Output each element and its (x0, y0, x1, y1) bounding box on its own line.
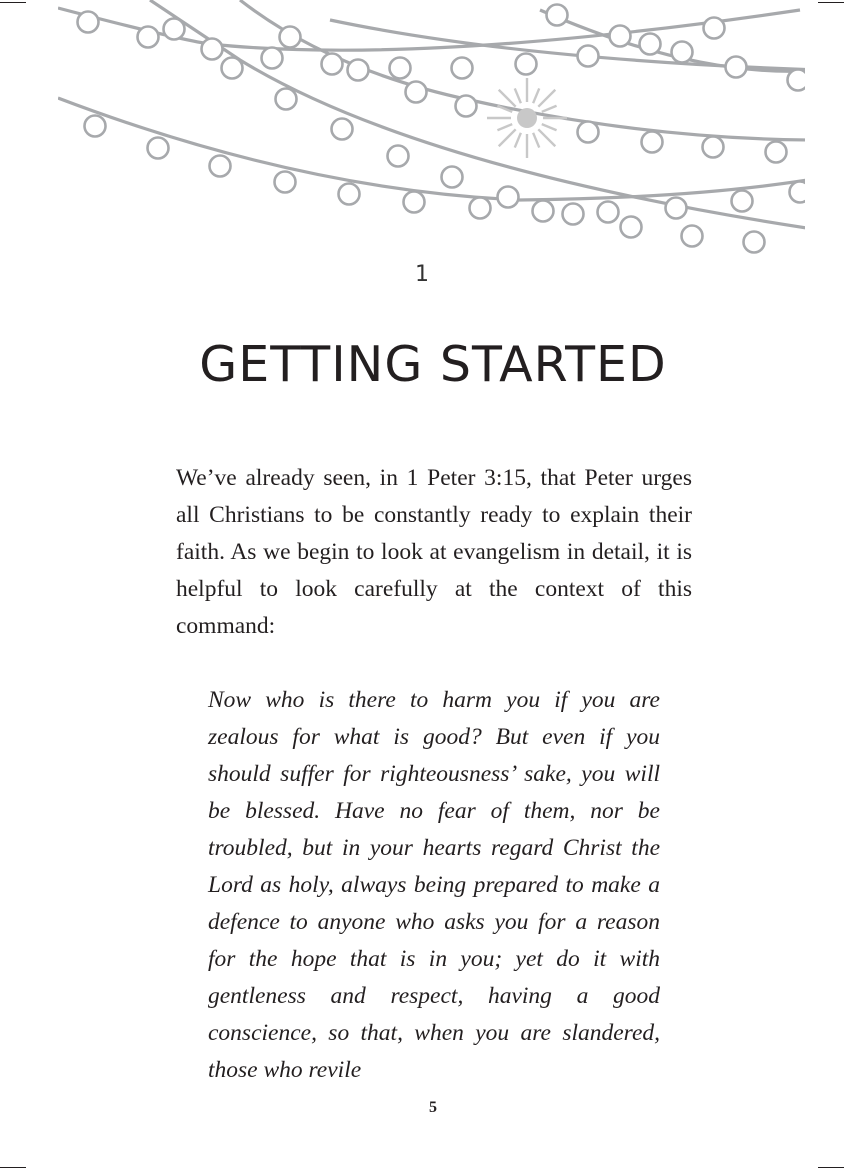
light-bulb-icon (275, 172, 296, 193)
light-bulb-icon (262, 48, 283, 69)
light-bulb-icon (790, 182, 811, 203)
light-bulb-icon (85, 116, 106, 137)
light-bulb-icon (322, 54, 343, 75)
light-bulb-icon (390, 58, 411, 79)
light-bulb-icon (642, 132, 663, 153)
page-number: 5 (429, 1099, 437, 1116)
chapter-number: 1 (415, 262, 429, 287)
light-bulb-icon (726, 57, 747, 78)
light-bulb-icon (276, 89, 297, 110)
light-bulb-icon (610, 26, 631, 47)
light-bulb-icon (339, 184, 360, 205)
light-bulb-icon (164, 19, 185, 40)
light-bulb-icon (332, 119, 353, 140)
light-bulb-icon (404, 192, 425, 213)
light-bulb-icon (348, 60, 369, 81)
light-bulb-icon (578, 122, 599, 143)
light-bulb-icon (388, 146, 409, 167)
light-bulb-icon (78, 12, 99, 33)
light-bulb-icon (470, 198, 491, 219)
light-bulb-icon (744, 232, 765, 253)
light-bulb-icon (563, 204, 584, 225)
intro-paragraph: We’ve already seen, in 1 Peter 3:15, that Peter urges all Christians to be constantly ready to explain their faith. As we begin to look at evangelism in detail, it is helpful to look carefully at the context of this command: (176, 465, 692, 639)
light-bulb-icon (456, 96, 477, 117)
light-bulb-icon (578, 46, 599, 67)
crop-mark-bottom-left (0, 1167, 26, 1168)
crop-mark-bottom-right (818, 1167, 844, 1168)
light-bulb-icon (202, 39, 223, 60)
light-bulb-icon (672, 42, 693, 63)
light-bulb-icon (766, 142, 787, 163)
light-bulb-icon (442, 167, 463, 188)
light-bulb-icon (640, 34, 661, 55)
light-bulb-icon (666, 198, 687, 219)
chapter-title: GETTING STARTED (199, 336, 667, 393)
light-bulb-icon (547, 5, 568, 26)
light-bulb-icon (703, 137, 724, 158)
light-bulb-icon (732, 191, 753, 212)
light-bulb-icon (406, 82, 427, 103)
light-bulb-icon (148, 138, 169, 159)
light-bulb-icon (598, 202, 619, 223)
light-bulb-icon (621, 217, 642, 238)
light-bulb-icon (516, 54, 537, 75)
light-bulb-icon (498, 187, 519, 208)
light-bulb-icon (788, 70, 809, 91)
sun-icon (487, 78, 567, 158)
scripture-quotation: Now who is there to harm you if you are zealous for what is good? But even if you should suffer for righteousness’ sake, you will be blessed. Have no fear of them, nor be troubled, but in your hearts regard Christ the Lord as holy, always being prepared to make a defence to anyone who asks you for a reason for the hope that is in you; yet do it with gentleness and respect, having a good conscience, so that, when you are slandered, those who revile (208, 687, 660, 1083)
light-bulb-icon (280, 27, 301, 48)
light-bulb-icon (138, 27, 159, 48)
light-bulb-icon (533, 201, 554, 222)
light-bulb-icon (682, 226, 703, 247)
light-bulb-icon (210, 156, 231, 177)
string-lights-illustration (0, 0, 844, 260)
light-bulb-icon (222, 58, 243, 79)
light-bulb-icon (704, 18, 725, 39)
light-bulb-icon (452, 58, 473, 79)
